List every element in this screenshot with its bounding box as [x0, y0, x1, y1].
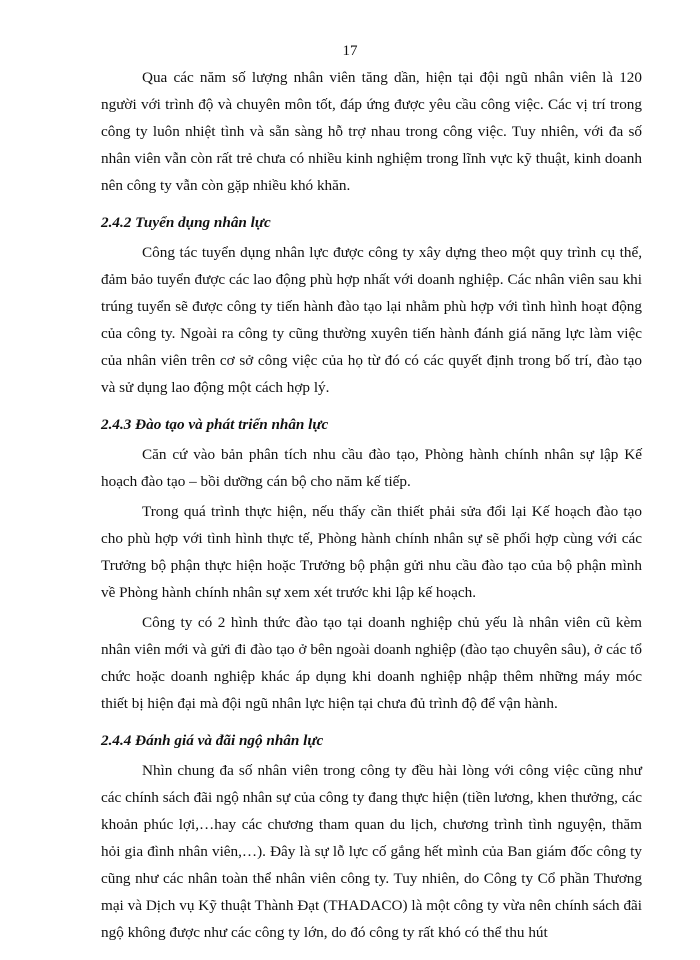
paragraph-recruitment: Công tác tuyển dụng nhân lực được công ty xây dựng theo một quy trình cụ thể, đảm bảo tuyển được các lao động phù hợp nhất với doanh nghiệp. Các nhân viên sau khi trúng tuyển sẽ được công ty tiến hành đào tạo lại nhằm phù hợp với tình hình hoạt động của công ty. Ngoài ra công ty cũng thường xuyên tiến hành đánh giá năng lực làm việc của nhân viên trên cơ sở công việc của họ từ đó có các quyết định trong bố trí, đào tạo và sử dụng lao động một cách hợp lý.	[101, 244, 642, 396]
page-content	[101, 64, 642, 946]
paragraph-training-adjustment: Trong quá trình thực hiện, nếu thấy cần thiết phải sửa đổi lại Kế hoạch đào tạo cho phù hợp với tình hình thực tế, Phòng hành chính nhân sự sẽ phối hợp cùng với các Trưởng bộ phận thực hiện hoặc Trưởng bộ phận gửi nhu cầu đào tạo của bộ phận mình về Phòng hành chính nhân sự xem xét trước khi lập kế hoạch.	[101, 503, 642, 601]
paragraph-staff-overview: Qua các năm số lượng nhân viên tăng dần, hiện tại đội ngũ nhân viên là 120 người với trình độ và chuyên môn tốt, đáp ứng được yêu cầu công việc. Các vị trí trong công ty luôn nhiệt tình và sẵn sàng hỗ trợ nhau trong công việc. Tuy nhiên, với đa số nhân viên vẫn còn rất trẻ chưa có nhiều kinh nghiệm trong lĩnh vực kỹ thuật, kinh doanh nên công ty vẫn còn gặp nhiều khó khăn.	[101, 69, 642, 194]
heading-evaluation-compensation: 2.4.4 Đánh giá và đãi ngộ nhân lực	[101, 732, 324, 749]
heading-training-development: 2.4.3 Đào tạo và phát triển nhân lực	[101, 416, 329, 433]
heading-recruitment: 2.4.2 Tuyển dụng nhân lực	[101, 214, 271, 231]
page-number: 17	[342, 43, 358, 59]
paragraph-training-forms: Công ty có 2 hình thức đào tạo tại doanh nghiệp chủ yếu là nhân viên cũ kèm nhân viên mới và gửi đi đào tạo ở bên ngoài doanh nghiệp (đào tạo chuyên sâu), ở các tổ chức hoặc doanh nghiệp khác áp dụng khi doanh nghiệp nhập thêm những máy móc thiết bị hiện đại mà đội ngũ nhân lực hiện tại chưa đủ trình độ để vận hành.	[101, 614, 642, 712]
paragraph-evaluation-compensation: Nhìn chung đa số nhân viên trong công ty đều hài lòng với công việc cũng như các chính sách đãi ngộ nhân sự của công ty đang thực hiện (tiền lương, khen thưởng, các khoản phúc lợi,…hay các chương tham quan du lịch, chương trình tình nguyện, thăm hỏi gia đình nhân viên,…). Đây là sự lỗ lực cố gắng hết mình của Ban giám đốc công ty cũng như các nhân toàn thể nhân viên công ty. Tuy nhiên, do Công ty Cổ phần Thương mại và Dịch vụ Kỹ thuật Thành Đạt (THADACO) là một công ty vừa nên chính sách đãi ngộ không được như các công ty lớn, do đó công ty rất khó có thể thu hút	[101, 762, 642, 941]
paragraph-training-plan: Căn cứ vào bản phân tích nhu cầu đào tạo, Phòng hành chính nhân sự lập Kế hoạch đào tạo – bồi dưỡng cán bộ cho năm kế tiếp.	[101, 446, 642, 490]
